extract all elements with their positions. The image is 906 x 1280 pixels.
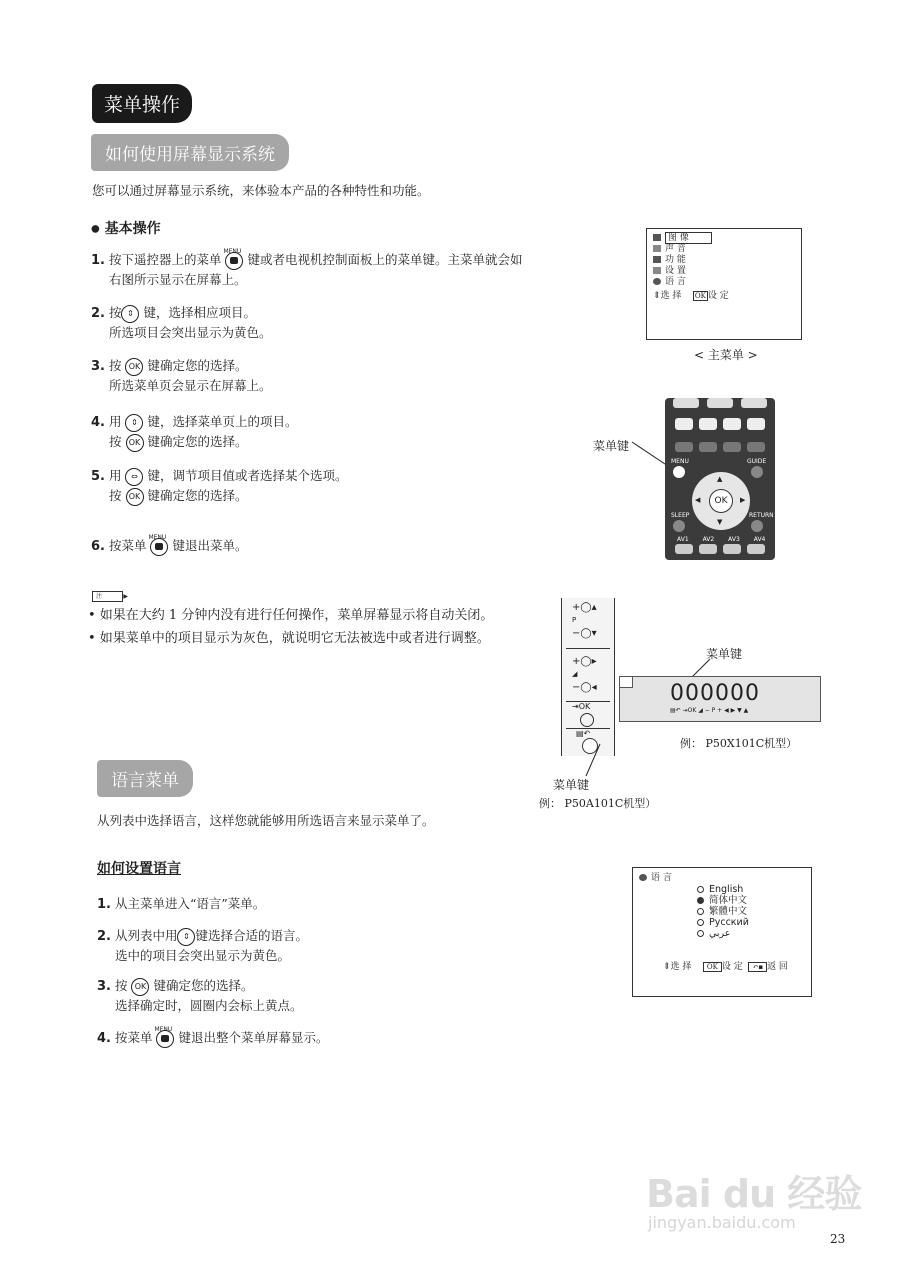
down-arrow-icon: ▼ (717, 518, 723, 526)
up-arrow-icon: ▲ (717, 475, 723, 483)
up-down-arrow-icon: ⇕ (177, 928, 195, 946)
radio-icon (697, 919, 704, 926)
remote-key (747, 544, 765, 554)
baidu-watermark-logo: Bai du 经验 (646, 1172, 862, 1216)
ok-button-icon: OK (131, 978, 149, 996)
notes (88, 604, 493, 650)
remote-menu-button (673, 466, 685, 478)
remote-key (675, 418, 693, 430)
remote-key (699, 418, 717, 430)
remote-key (675, 442, 693, 452)
step-5: 5. 用 ⇔ 键，调节项目值或者选择某个选项。 按 OK 键确定您的选择。 (91, 466, 347, 506)
return-icon: ↶▪ (748, 962, 767, 972)
language-options (697, 884, 749, 939)
remote-key (699, 544, 717, 554)
step-6: 6. 按菜单 MENU 键退出菜单。 (91, 534, 248, 554)
right-arrow-icon: ▶ (740, 496, 746, 504)
remote-guide-button (751, 466, 763, 478)
remote-guide-label: GUIDE (747, 458, 767, 465)
note-tag: 注 ▶ (92, 591, 123, 602)
divider (566, 648, 610, 649)
language-option-russian[interactable]: Pусский (697, 917, 749, 928)
radio-icon (697, 930, 704, 937)
main-menu-caption: < 主菜单 > (694, 348, 758, 362)
lang-step-3: 3. 按 OK 键确定您的选择。 选择确定时，圆圈内会标上黄点。 (97, 978, 303, 1013)
remote-key (675, 544, 693, 554)
ch-minus-button: −◯▾ (572, 628, 597, 639)
menu-item-setup: 设 置 (653, 266, 729, 277)
language-option-arabic[interactable]: عربي (697, 928, 749, 939)
pointer-line-left (580, 740, 610, 780)
language-menu-screen (632, 867, 812, 997)
globe-icon (639, 874, 647, 881)
remote-control (665, 398, 775, 560)
up-down-arrow-icon: ⇕ (125, 414, 143, 432)
intro-text: 您可以通过屏幕显示系统，来体验本产品的各种特性和功能。 (92, 183, 430, 198)
remote-ok-button: OK (709, 489, 733, 513)
language-option-traditional-chinese[interactable]: 繁體中文 (697, 906, 749, 917)
wrench-icon (653, 267, 661, 274)
panel-display: 000000 (670, 681, 760, 706)
menu-item-sound: 声 音 (653, 244, 729, 255)
remote-return-button (751, 520, 763, 532)
ok-button-icon: OK (126, 434, 144, 452)
side-control-panel (561, 598, 615, 756)
note-1: • 如果在大约 1 分钟内没有进行任何操作，菜单屏幕显示将自动关闭。 (88, 608, 494, 623)
language-intro: 从列表中选择语言，这样您就能够用所选语言来显示菜单了。 (97, 813, 435, 828)
step-2: 2. 按 ⇕ 键，选择相应项目。 所选项目会突出显示为黄色。 (91, 305, 272, 340)
left-right-arrow-icon: ⇔ (125, 468, 143, 486)
p-label: P (572, 616, 577, 624)
remote-menu-key-label: 菜单键 (593, 439, 630, 453)
front-panel (619, 676, 821, 722)
menu-item-function: 功 能 (653, 255, 729, 266)
language-option-english[interactable]: English (697, 884, 749, 895)
osd-heading: 如何使用屏幕显示系统 (91, 134, 289, 171)
up-down-icon: ⇕ (653, 291, 661, 301)
lang-step-1: 1. 从主菜单进入“语言”菜单。 (97, 896, 266, 912)
panel-notch (620, 677, 633, 688)
panel-menu-key-label-right: 菜单键 (706, 647, 743, 661)
ok-button-icon: OK (126, 488, 144, 506)
remote-key (723, 544, 741, 554)
input-ok-label: ⇥OK (572, 702, 591, 711)
section-title: 菜单操作 (92, 84, 192, 123)
remote-av-labels: AV1 AV2 AV3 AV4 (677, 536, 766, 543)
panel-menu-key-label-left: 菜单键 (553, 778, 590, 792)
remote-sleep-button (673, 520, 685, 532)
radio-selected-icon (697, 897, 704, 904)
language-subheading: 如何设置语言 (97, 861, 181, 877)
ch-plus-button: +◯▴ (572, 602, 597, 613)
left-arrow-icon: ◀ (695, 496, 701, 504)
speaker-icon (653, 245, 661, 252)
vol-plus-button: +◯▸ (572, 656, 597, 667)
menu-hints: ⇕选 择 OK 设 定 (653, 291, 729, 301)
vol-minus-button: −◯◂ (572, 682, 597, 693)
note-2: • 如果菜单中的项目显示为灰色，就说明它无法被选中或者进行调整。 (88, 631, 490, 646)
function-icon (653, 256, 661, 263)
menu-item-language: 语 言 (653, 277, 729, 288)
menu-item-picture: 图 像 (653, 233, 729, 244)
up-down-icon: ⇕ (663, 962, 671, 972)
remote-menu-label: MENU (671, 458, 689, 465)
remote-key (747, 418, 765, 430)
menu-return-icon: ▤↶ (576, 729, 591, 738)
volume-icon: ◢ (572, 670, 578, 678)
step-3: 3. 按 OK 键确定您的选择。 所选菜单页会显示在屏幕上。 (91, 358, 272, 393)
panel-button-icons: ▤↶ ⇥OK ◢ − P + ◀ ▶ ▼ ▲ (670, 707, 749, 714)
radio-icon (697, 908, 704, 915)
remote-key (707, 398, 733, 408)
remote-key (699, 442, 717, 452)
remote-return-label: RETURN (749, 512, 774, 519)
panel-caption-left: 例： P50A101C机型） (539, 797, 657, 810)
lang-step-4: 4. 按菜单 MENU 键退出整个菜单屏幕显示。 (97, 1026, 329, 1046)
picture-icon (653, 234, 661, 241)
ok-button-icon: OK (125, 358, 143, 376)
basic-heading: ● 基本操作 (91, 221, 161, 237)
up-down-arrow-icon: ⇕ (121, 305, 139, 323)
remote-key (723, 442, 741, 452)
remote-key (741, 398, 767, 408)
panel-caption-right: 例： P50X101C机型） (680, 737, 798, 750)
page-number: 23 (830, 1232, 846, 1246)
remote-key (723, 418, 741, 430)
step-1: 1. 按下遥控器上的菜单 MENU 键或者电视机控制面板上的菜单键。主菜单就会如 右图所示显示在屏幕上。 (91, 248, 523, 287)
language-option-simplified-chinese[interactable]: 简体中文 (697, 895, 749, 906)
remote-key (673, 398, 699, 408)
language-menu-hints: ⇕选 择 OK 设 定 ↶▪ 返 回 (663, 962, 788, 972)
step-4: 4. 用 ⇕ 键，选择菜单页上的项目。 按 OK 键确定您的选择。 (91, 412, 297, 452)
remote-dpad (692, 472, 750, 530)
globe-icon (653, 278, 661, 285)
input-ok-button (580, 713, 594, 727)
radio-icon (697, 886, 704, 893)
main-menu-screen (646, 228, 802, 340)
language-heading: 语言菜单 (97, 760, 193, 797)
lang-step-2: 2. 从列表中用 ⇕ 键选择合适的语言。 选中的项目会突出显示为黄色。 (97, 928, 308, 963)
baidu-watermark-url: jingyan.baidu.com (648, 1213, 796, 1232)
language-menu-title: 语 言 (639, 873, 672, 884)
remote-sleep-label: SLEEP (671, 512, 690, 519)
remote-key (747, 442, 765, 452)
